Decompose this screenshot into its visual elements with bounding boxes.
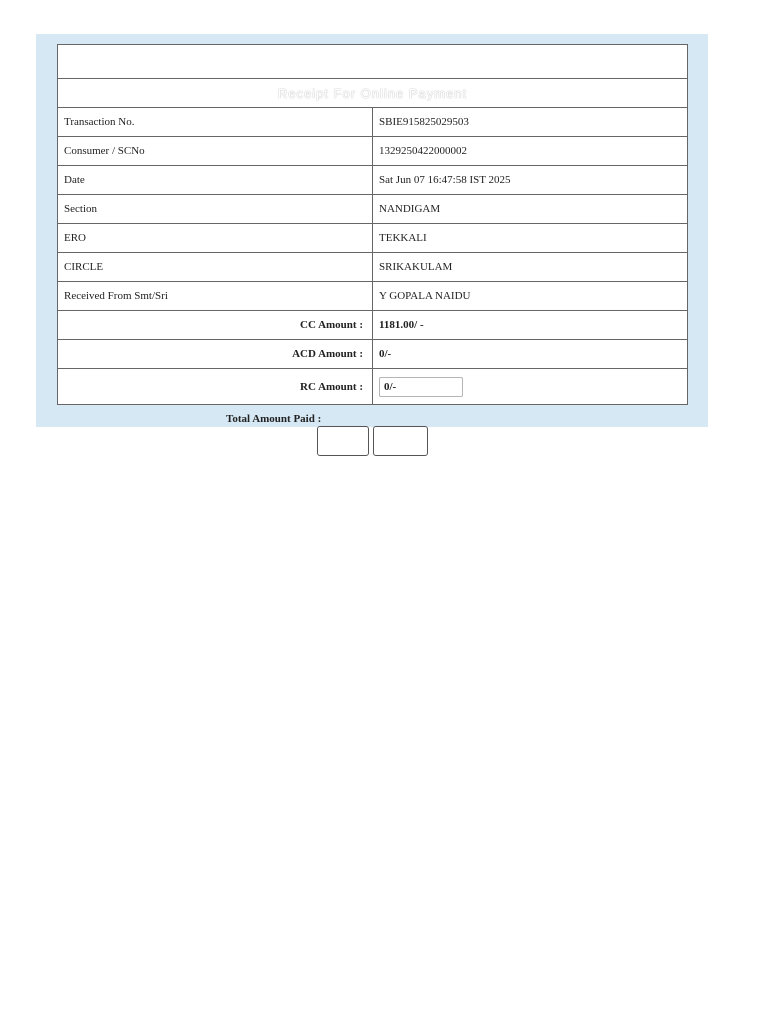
table-row [58, 311, 688, 340]
transaction-no-label: Transaction No. [58, 108, 373, 137]
rc-amount-cell [373, 369, 688, 405]
acd-amount-label: ACD Amount : [58, 340, 373, 369]
cc-amount-label: CC Amount : [58, 311, 373, 340]
receipt-title-row [58, 79, 688, 108]
receipt-header-cell [58, 45, 688, 79]
received-from-value: Y GOPALA NAIDU [373, 282, 688, 311]
table-row [58, 224, 688, 253]
transaction-no-value: SBIE915825029503 [373, 108, 688, 137]
table-row [58, 108, 688, 137]
section-value: NANDIGAM [373, 195, 688, 224]
ero-label: ERO [58, 224, 373, 253]
close-button[interactable] [373, 426, 428, 456]
date-value: Sat Jun 07 16:47:58 IST 2025 [373, 166, 688, 195]
table-row [58, 166, 688, 195]
receipt-header-row [58, 45, 688, 79]
acd-amount-value: 0/- [373, 340, 688, 369]
receipt-title-cell [58, 79, 688, 108]
ero-value: TEKKALI [373, 224, 688, 253]
table-row [58, 369, 688, 405]
table-row [58, 340, 688, 369]
print-button[interactable] [317, 426, 369, 456]
table-row [58, 253, 688, 282]
section-label: Section [58, 195, 373, 224]
date-label: Date [58, 166, 373, 195]
rc-amount-field[interactable]: 0/- [379, 377, 463, 397]
table-row [58, 137, 688, 166]
receipt-title: Receipt For Online Payment [277, 85, 468, 101]
table-row [58, 195, 688, 224]
received-from-label: Received From Smt/Sri [58, 282, 373, 311]
rc-amount-label: RC Amount : [58, 369, 373, 405]
table-row [58, 282, 688, 311]
circle-label: CIRCLE [58, 253, 373, 282]
circle-value: SRIKAKULAM [373, 253, 688, 282]
consumer-scno-value: 1329250422000002 [373, 137, 688, 166]
receipt-table [57, 44, 688, 405]
cc-amount-value: 1181.00/ - [373, 311, 688, 340]
consumer-scno-label: Consumer / SCNo [58, 137, 373, 166]
total-amount-paid-label: Total Amount Paid : [226, 413, 322, 425]
